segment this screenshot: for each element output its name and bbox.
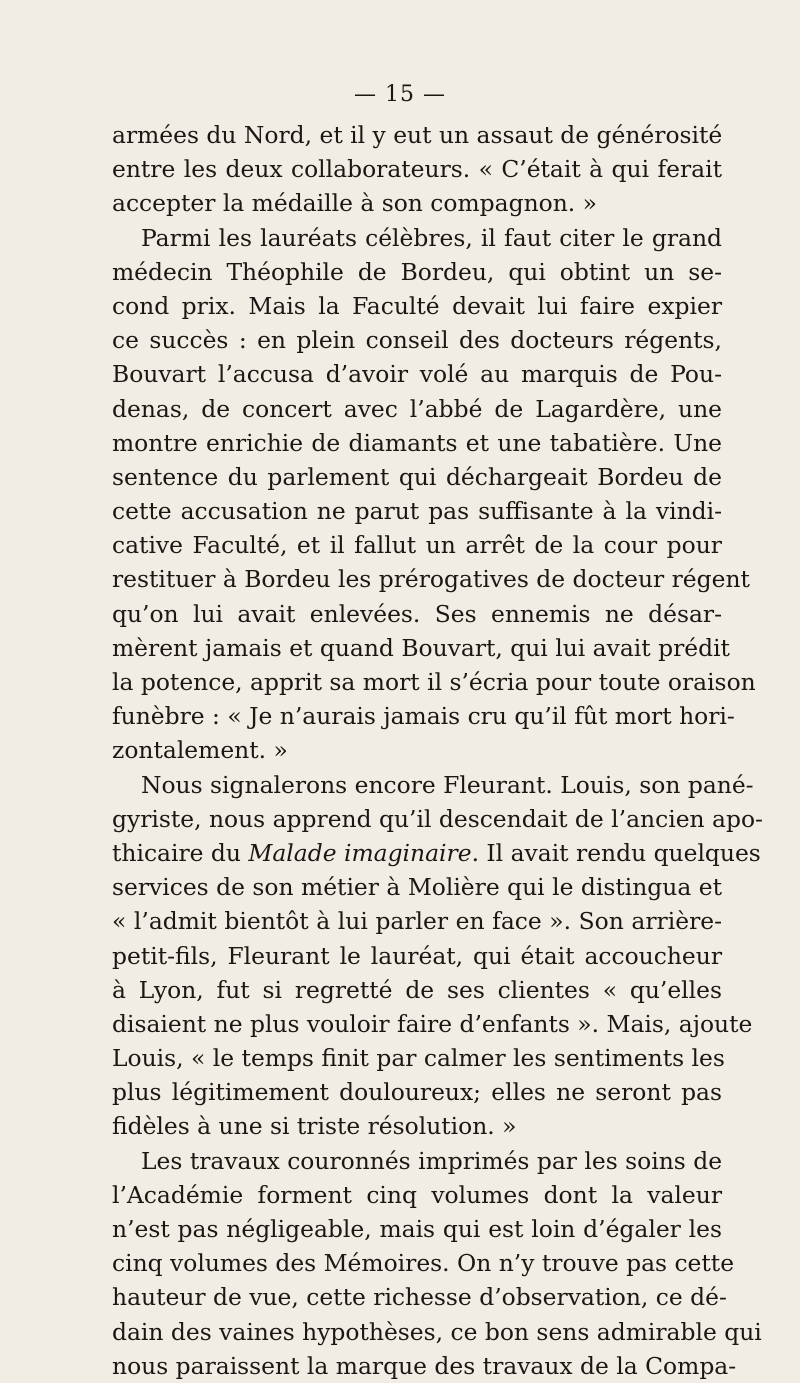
text-line: n’est pas négligeable, mais qui est loin d’égaler les bbox=[112, 1215, 722, 1243]
text-line: cative Faculté, et il fallut un arrêt de la cour pour bbox=[112, 531, 722, 560]
text-line: cinq volumes des Mémoires. On n’y trouve pas cette bbox=[112, 1249, 735, 1278]
text-line: Nous signalerons encore Fleurant. Louis, son pané- bbox=[141, 770, 754, 799]
text-line: qu’on lui avait enlevées. Ses ennemis ne désar- bbox=[112, 599, 722, 628]
text-line: cette accusation ne parut pas suffisante à la vindi- bbox=[112, 497, 722, 526]
text-line: funèbre : « Je n’aurais jamais cru qu’il fût mort hori- bbox=[112, 702, 735, 731]
text-line: « l’admit bientôt à lui parler en face ». Son arrière- bbox=[112, 907, 722, 936]
page-number: — 15 — bbox=[354, 82, 446, 107]
text-line: montre enrichie de diamants et une tabatière. Une bbox=[112, 428, 722, 457]
text-line: services de son métier à Molière qui le distingua et bbox=[112, 873, 722, 902]
text-line: Bouvart l’accusa d’avoir volé au marquis de Pou- bbox=[112, 360, 722, 389]
text-line bbox=[112, 836, 761, 870]
text-line: fidèles à une si triste résolution. » bbox=[112, 1112, 517, 1141]
text-line: mèrent jamais et quand Bouvart, qui lui avait prédit bbox=[112, 633, 730, 662]
text-line: entre les deux collaborateurs. « C’était à qui ferait bbox=[112, 155, 722, 184]
text-line: nous paraissent la marque des travaux de la Compa- bbox=[112, 1351, 737, 1380]
text-line: Louis, « le temps finit par calmer les sentiments les bbox=[112, 1044, 725, 1073]
text-line: zontalement. » bbox=[112, 736, 288, 765]
text-line: l’Académie forment cinq volumes dont la valeur bbox=[112, 1180, 722, 1209]
text-line: disaient ne plus vouloir faire d’enfants ». Mais, ajoute bbox=[112, 1009, 753, 1038]
text-line: cond prix. Mais la Faculté devait lui faire expier bbox=[112, 291, 722, 320]
body-text bbox=[112, 118, 763, 1383]
text-line: sentence du parlement qui déchargeait Bordeu de bbox=[112, 462, 722, 491]
text-line: armées du Nord, et il y eut un assaut de générosité bbox=[112, 121, 723, 149]
text-line: plus légitimement douloureux; elles ne seront pas bbox=[112, 1078, 722, 1107]
text-line: hauteur de vue, cette richesse d’observation, ce dé- bbox=[112, 1283, 727, 1312]
text-line: accepter la médaille à son compagnon. » bbox=[112, 189, 597, 218]
text-line: la potence, apprit sa mort il s’écria pour toute oraison bbox=[112, 668, 756, 696]
text-line: gyriste, nous apprend qu’il descendait de l’ancien apo- bbox=[112, 804, 763, 833]
text-line: à Lyon, fut si regretté de ses clientes « qu’elles bbox=[112, 975, 722, 1004]
text-line: dain des vaines hypothèses, ce bon sens admirable qui bbox=[112, 1317, 762, 1346]
italic-title: Malade imaginaire bbox=[248, 838, 472, 867]
text-line: Les travaux couronnés imprimés par les soins de bbox=[141, 1146, 723, 1175]
text-line: médecin Théophile de Bordeu, qui obtint un se- bbox=[112, 257, 722, 286]
text-line: Parmi les lauréats célèbres, il faut citer le grand bbox=[141, 223, 722, 252]
text-fragment: thicaire du bbox=[112, 838, 249, 867]
text-line: ce succès : en plein conseil des docteurs régents, bbox=[112, 326, 722, 355]
text-line: denas, de concert avec l’abbé de Lagardère, une bbox=[112, 394, 722, 423]
text-line: restituer à Bordeu les prérogatives de docteur régent bbox=[112, 565, 750, 594]
text-line: petit-fils, Fleurant le lauréat, qui était accoucheur bbox=[112, 941, 722, 970]
text-fragment: . Il avait rendu quelques bbox=[471, 838, 761, 867]
